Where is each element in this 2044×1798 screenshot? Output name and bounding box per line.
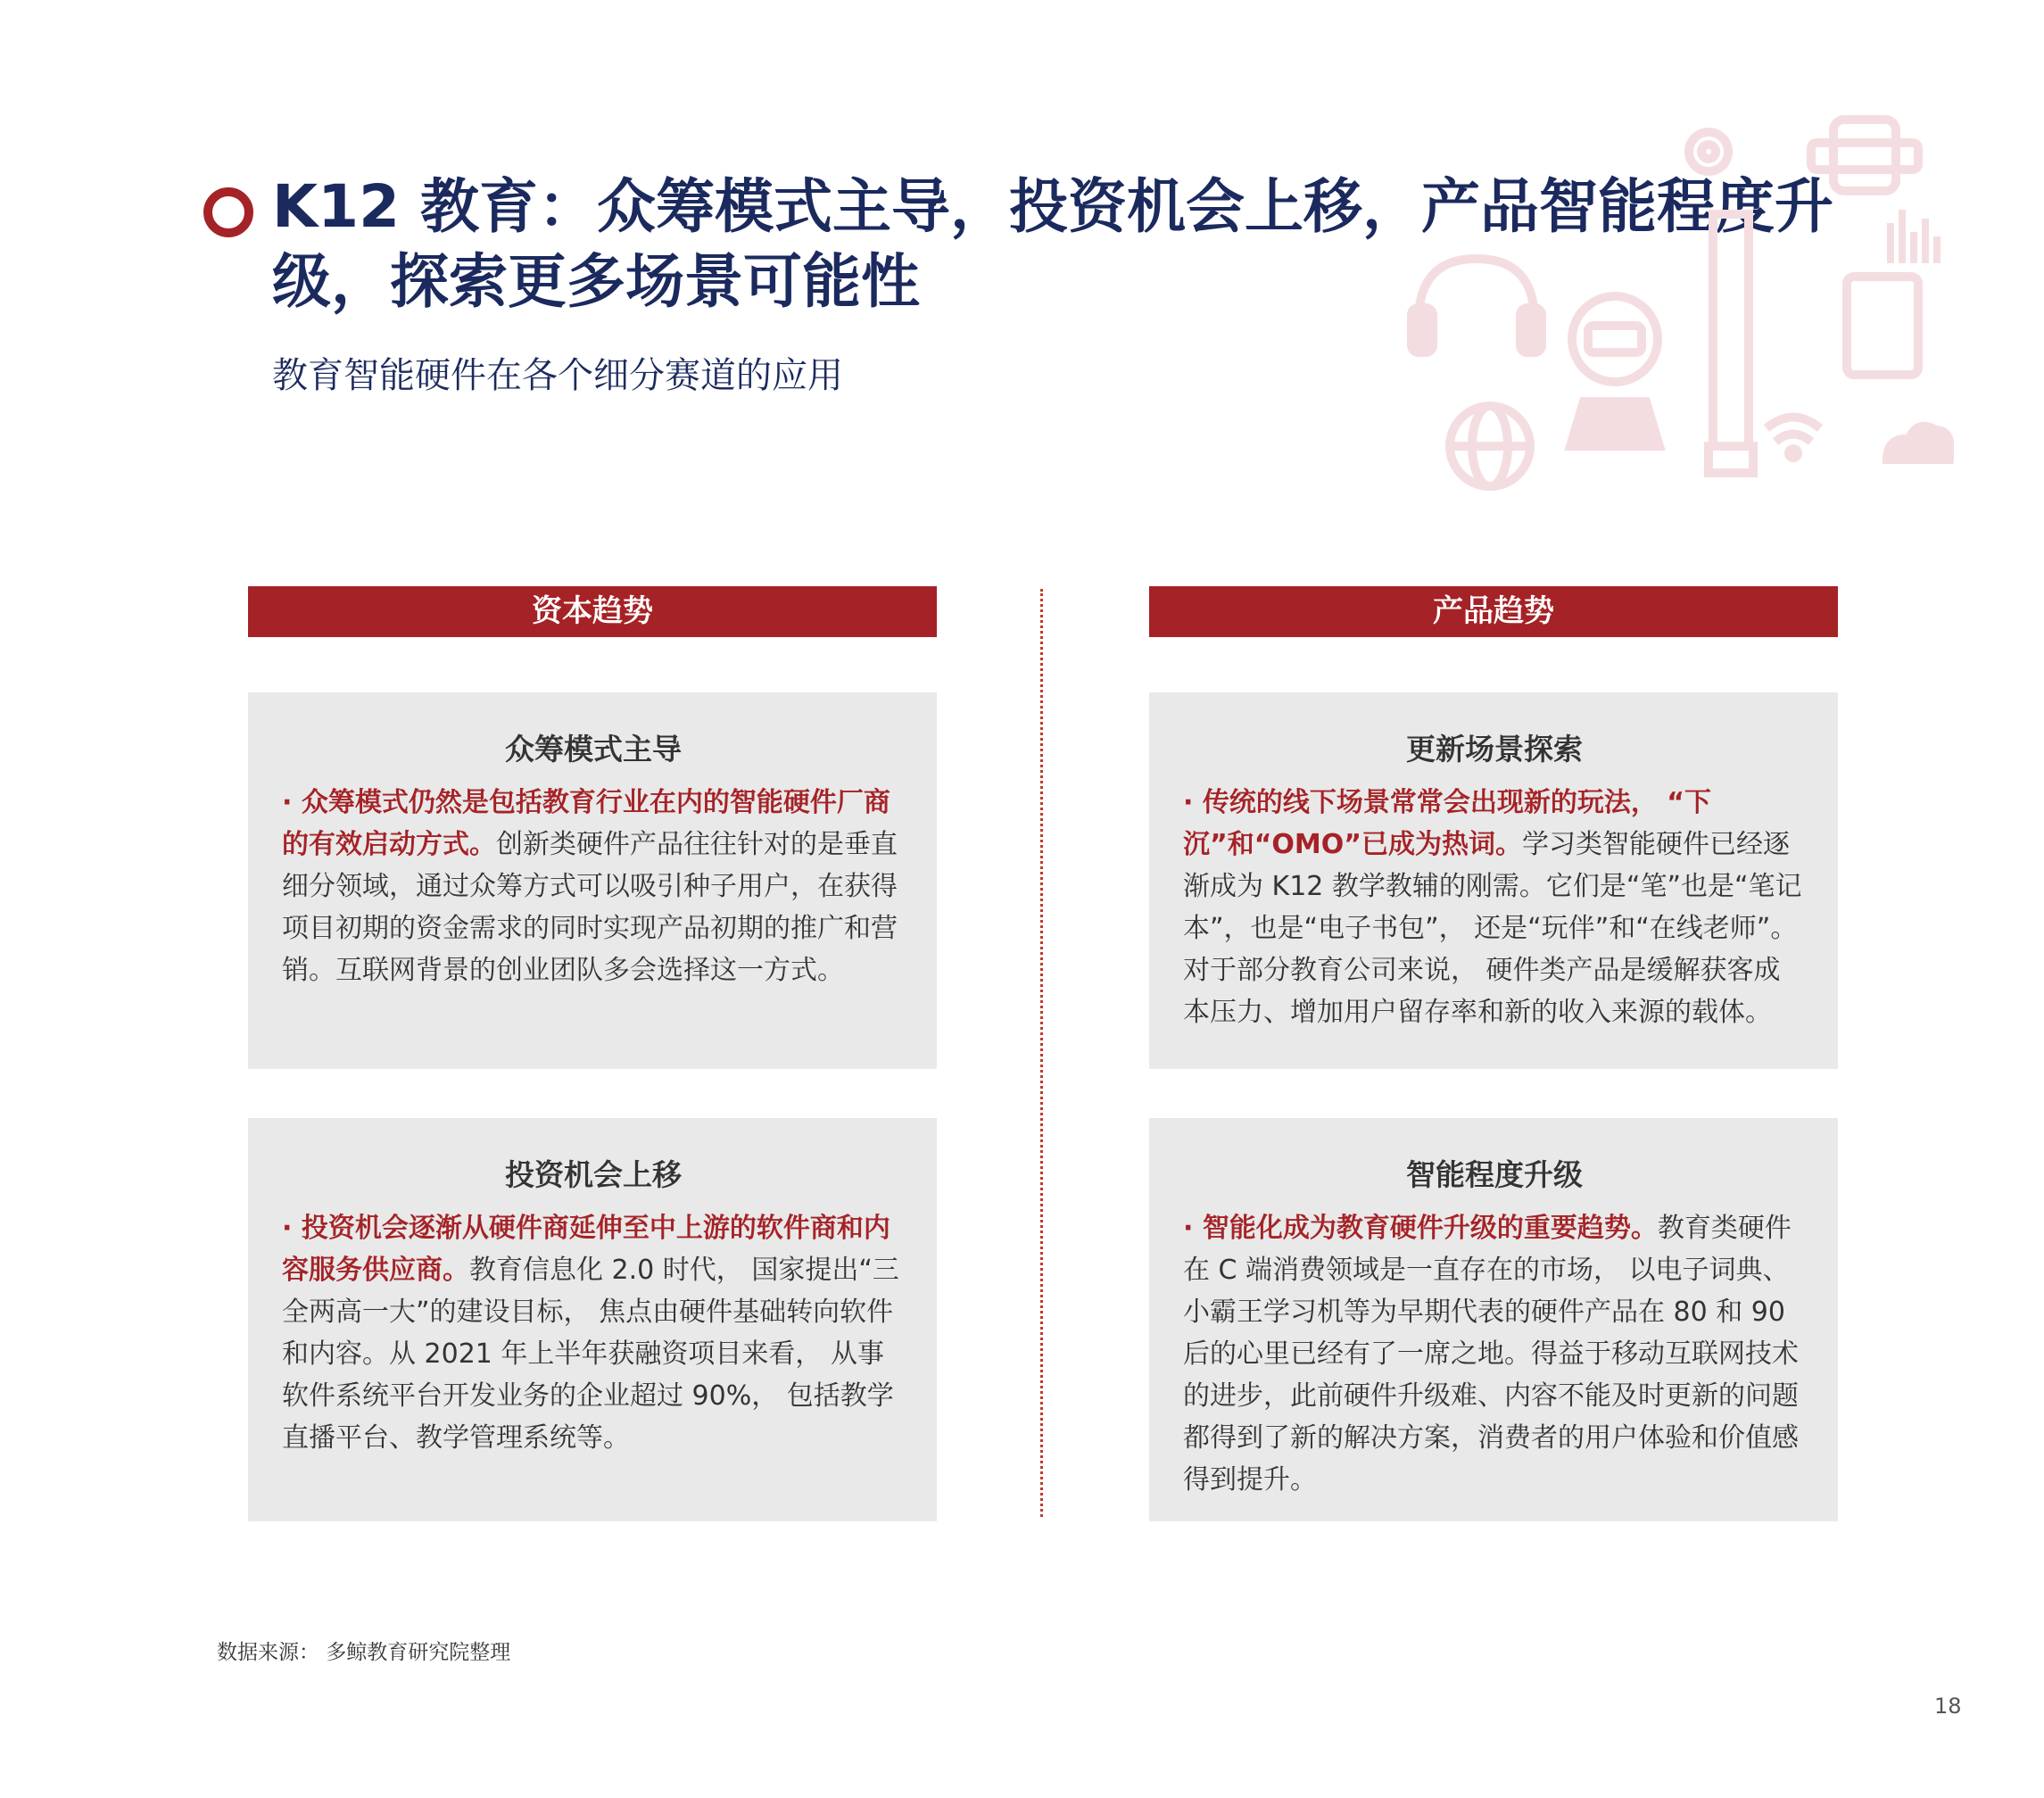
card-body <box>1183 782 1806 1033</box>
card-text: 教育信息化 2.0 时代， 国家提出“三全两高一大”的建设目标， 焦点由硬件基础转向软件和内容。从 2021 年上半年获融资项目来看， 从事软件系统平台开发业务的企业超过 90%， 包括教学直播平台、教学管理系统等。 <box>282 1255 899 1454</box>
decorative-illustration <box>1401 107 1954 500</box>
card-highlight: · 传统的线下场景常常会出现新的玩法， “下沉”和“OMO”已成为热词。 <box>1183 787 1712 860</box>
card-text: 创新类硬件产品往往针对的是垂直细分领域，通过众筹方式可以吸引种子用户，在获得项目初期的资金需求的同时实现产品初期的推广和营销。互联网背景的创业团队多会选择这一方式。 <box>282 829 898 986</box>
cloud-icon <box>1887 427 1950 460</box>
card-highlight: · 智能化成为教育硬件升级的重要趋势。 <box>1183 1213 1658 1244</box>
card-highlight: · 众筹模式仍然是包括教育行业在内的智能硬件厂商的有效启动方式。 <box>282 787 890 860</box>
card-crowdfunding <box>248 692 937 1069</box>
wifi-icon <box>1767 418 1820 459</box>
headphones-icon <box>1411 259 1542 352</box>
data-source-note: 数据来源： 多鲸教育研究院整理 <box>217 1641 511 1664</box>
card-body <box>282 782 905 991</box>
title-bullet-icon <box>203 187 253 237</box>
globe-icon <box>1450 406 1530 486</box>
card-title: 投资机会上移 <box>505 1157 682 1192</box>
card-title: 众筹模式主导 <box>505 732 682 766</box>
card-text: 教育类硬件在 C 端消费领域是一直存在的市场， 以电子词典、小霸王学习机等为早期代表的硬件产品在 80 和 90 后的心里已经有了一席之地。得益于移动互联网技术的进步，此前硬件升级难、内容不能及时更新的问题都得到了新的解决方案，消费者的用户体验和价值感得到提升。 <box>1183 1213 1799 1496</box>
card-text: 学习类智能硬件已经逐渐成为 K12 教学教辅的刚需。它们是“笔”也是“笔记本”，也是“电子书包”， 还是“玩伴”和“在线老师”。对于部分教育公司来说， 硬件类产品是缓解获客成本压力、增加用户留存率和新的收入来源的载体。 <box>1183 829 1802 1028</box>
card-title: 更新场景探索 <box>1406 732 1583 766</box>
card-body <box>1183 1207 1806 1501</box>
product-trend-header: 产品趋势 <box>1149 586 1838 637</box>
bar-chart-icon <box>1709 214 1753 473</box>
capital-trend-header: 资本趋势 <box>248 586 937 637</box>
page-title: K12 教育：众筹模式主导，投资机会上移，产品智能程度升级，探索更多场景可能性 <box>272 172 1833 316</box>
page-number: 18 <box>1934 1694 1962 1719</box>
card-investment-shift <box>248 1118 937 1521</box>
page-subtitle: 教育智能硬件在各个细分赛道的应用 <box>272 355 843 396</box>
card-title: 智能程度升级 <box>1406 1157 1583 1192</box>
tablet-icon <box>1847 277 1918 375</box>
card-scenario-exploration <box>1149 692 1838 1069</box>
gear-icon <box>1689 132 1728 171</box>
equalizer-icon <box>1887 210 1941 263</box>
robot-icon <box>1570 296 1659 446</box>
smartwatch-icon <box>1811 120 1918 191</box>
card-body <box>282 1207 905 1459</box>
card-highlight: · 投资机会逐渐从硬件商延伸至中上游的软件商和内容服务供应商。 <box>282 1213 890 1286</box>
column-divider <box>1040 589 1043 1517</box>
card-intelligence-upgrade <box>1149 1118 1838 1521</box>
